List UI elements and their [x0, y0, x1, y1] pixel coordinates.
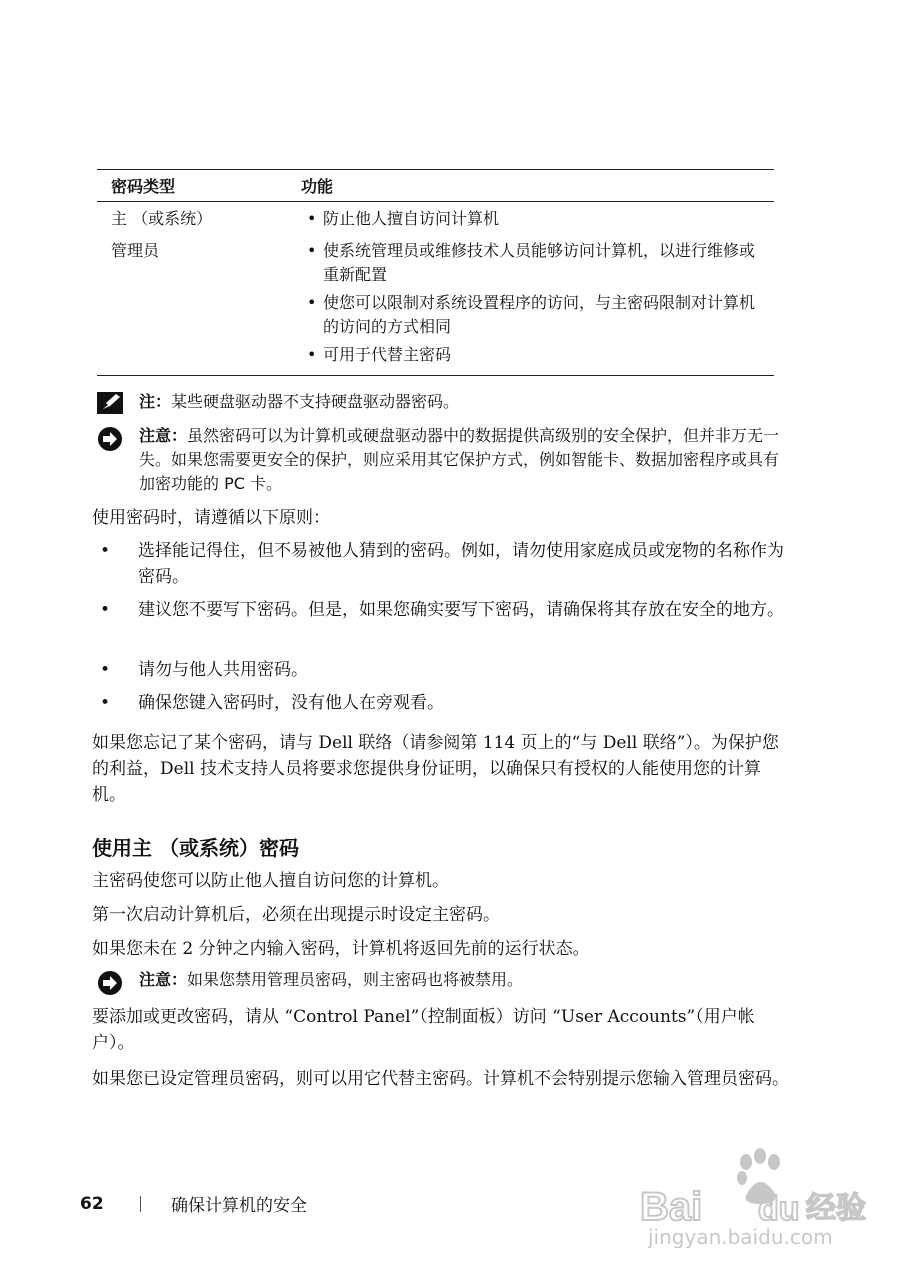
svg-text:Bai: Bai — [640, 1185, 703, 1229]
guidelines-intro: 使用密码时，请遵循以下原则： — [92, 508, 330, 528]
function-item: • 使系统管理员或维修技术人员能够访问计算机，以进行维修或重新配置 — [307, 241, 756, 284]
row-type-admin: 管理员 — [111, 241, 160, 260]
header-password-type: 密码类型 — [111, 177, 176, 196]
caution-arrow-icon — [97, 426, 123, 459]
svg-text:经验: 经验 — [806, 1191, 866, 1226]
svg-text:du: du — [758, 1190, 800, 1228]
row-type-primary: 主 （或系统） — [111, 209, 213, 228]
forgot-password-paragraph: 如果您忘记了某个密码，请与 Dell 联络（请参阅第 114 页上的“与 Dell 联络”）。为保护您的利益，Dell 技术支持人员将要求您提供身份证明，以确保只有授权的人能使用您的计算机。 — [92, 733, 779, 805]
table-header — [97, 170, 774, 201]
header-function: 功能 — [301, 177, 334, 196]
table-row — [97, 239, 774, 371]
paragraph: 第一次启动计算机后，必须在出现提示时设定主密码。 — [92, 905, 500, 925]
function-item: • 使您可以限制对系统设置程序的访问，与主密码限制对计算机的访问的方式相同 — [307, 293, 756, 336]
baidu-paw-logo-icon — [640, 1148, 880, 1248]
table-row — [97, 207, 774, 235]
caution-arrow-icon — [97, 970, 123, 1003]
page-footer — [80, 1191, 307, 1216]
chapter-title: 确保计算机的安全 — [171, 1196, 307, 1216]
list-item: • 选择能记得住，但不易被他人猜到的密码。例如，请勿使用家庭成员或宠物的名称作为密码。 — [100, 541, 784, 587]
list-item: • 请勿与他人共用密码。 — [100, 660, 308, 680]
section-heading: 使用主 （或系统）密码 — [92, 836, 299, 860]
function-item: • 防止他人擅自访问计算机 — [307, 209, 500, 228]
password-table — [97, 169, 774, 376]
pencil-note-icon — [97, 392, 127, 421]
table-bottom-rule — [97, 375, 774, 376]
caution-note: 注意：虽然密码可以为计算机或硬盘驱动器中的数据提供高级别的安全保护，但并非万无一失。如果您需要更安全的保护，则应采用其它保护方式，例如智能卡、数据加密程序或具有加密功能的 PC 卡。 — [97, 424, 787, 496]
paragraph: 主密码使您可以防止他人擅自访问您的计算机。 — [92, 871, 449, 891]
paragraph: 如果您未在 2 分钟之内输入密码，计算机将返回先前的运行状态。 — [92, 939, 590, 959]
svg-text:jingyan.baidu.com: jingyan.baidu.com — [648, 1225, 833, 1248]
footer-separator — [140, 1196, 141, 1212]
function-item: • 可用于代替主密码 — [307, 345, 452, 364]
list-item: • 建议您不要写下密码。但是，如果您确实要写下密码，请确保将其存放在安全的地方。 — [100, 600, 784, 620]
note: 注：某些硬盘驱动器不支持硬盘驱动器密码。 — [97, 390, 787, 414]
list-item: • 确保您键入密码时，没有他人在旁观看。 — [100, 693, 444, 713]
add-change-password-paragraph: 要添加或更改密码，请从 “Control Panel”（控制面板）访问 “User Accounts”（用户帐户）。 — [92, 1007, 755, 1053]
page-number: 62 — [80, 1193, 104, 1214]
admin-password-paragraph: 如果您已设定管理员密码，则可以用它代替主密码。计算机不会特别提示您输入管理员密码。 — [92, 1069, 789, 1089]
caution-note: 注意：如果您禁用管理员密码，则主密码也将被禁用。 — [97, 968, 787, 992]
baidu-watermark — [640, 1148, 880, 1248]
